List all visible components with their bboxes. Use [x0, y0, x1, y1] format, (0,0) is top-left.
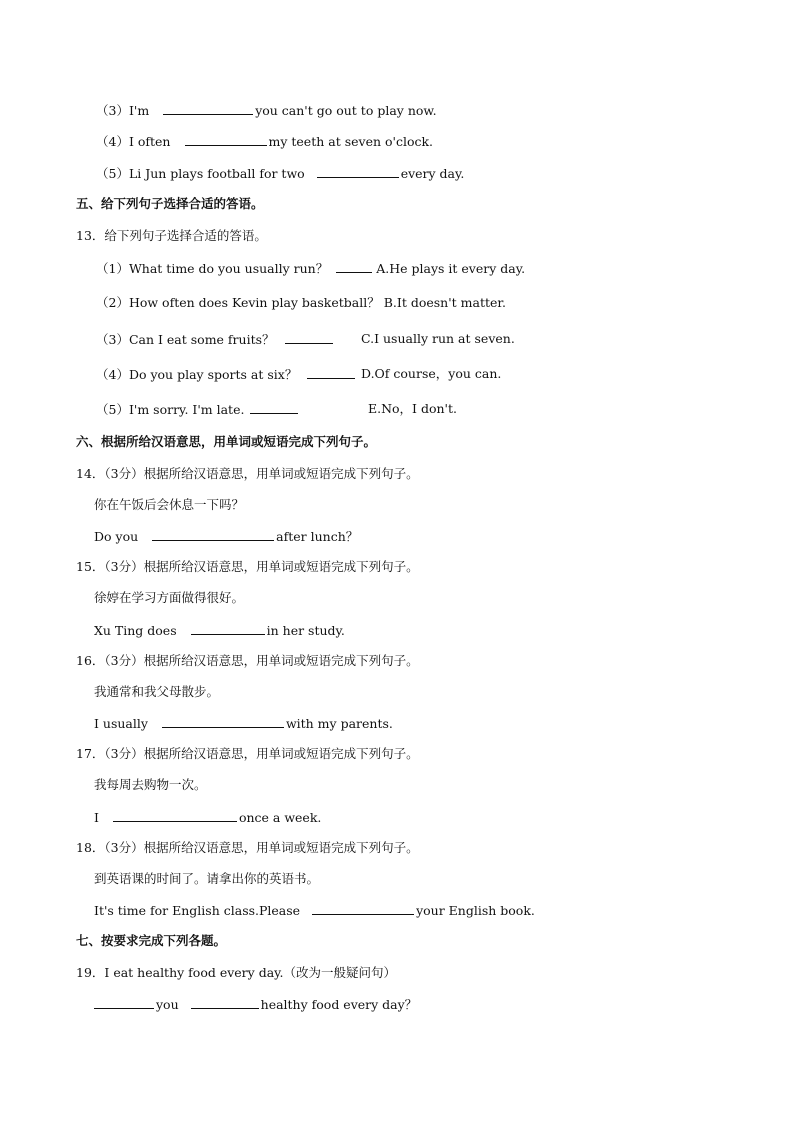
- q15-stem: 15．（3分）根据所给汉语意思，用单词或短语完成下列句子。: [76, 559, 419, 574]
- q13-item-5: [96, 401, 300, 418]
- answer-blank[interactable]: [162, 715, 284, 728]
- q12-item-5: [96, 165, 464, 182]
- item-number: （3）: [96, 332, 129, 347]
- section-6-heading: 六、根据所给汉语意思，用单词或短语完成下列句子。: [76, 434, 377, 449]
- q16-answer-line: [94, 715, 393, 732]
- item-pre-text: Li Jun plays football for two: [128, 166, 305, 181]
- q18-chinese: 到英语课的时间了。请拿出你的英语书。: [94, 871, 320, 886]
- sentence-post: your English book.: [416, 903, 535, 918]
- item-number: （3）: [96, 103, 129, 118]
- answer-blank[interactable]: [94, 996, 154, 1009]
- q14-stem: 14．（3分）根据所给汉语意思，用单词或短语完成下列句子。: [76, 466, 419, 481]
- item-number: （5）: [96, 166, 129, 181]
- item-post-text: my teeth at seven o'clock.: [268, 134, 434, 149]
- q13-item-4: [96, 366, 357, 383]
- q15-answer-line: [94, 622, 345, 639]
- answer-blank[interactable]: [317, 165, 399, 178]
- q13-option-d: D.Of course，you can.: [361, 366, 502, 381]
- answer-option: A.He plays it every day.: [376, 261, 526, 276]
- item-number: （5）: [96, 402, 129, 417]
- section-5-heading: 五、给下列句子选择合适的答语。: [76, 196, 264, 211]
- sentence-mid: you: [156, 997, 179, 1012]
- sentence-pre: I: [94, 810, 99, 825]
- sentence-post: in her study.: [266, 623, 345, 638]
- sentence-pre: It's time for English class.Please: [94, 903, 301, 918]
- answer-blank[interactable]: [152, 528, 274, 541]
- sentence-post: after lunch？: [276, 529, 359, 544]
- q19-answer-line: [94, 996, 417, 1013]
- q17-chinese: 我每周去购物一次。: [94, 777, 207, 792]
- q13-item-1: [96, 260, 525, 277]
- item-pre-text: I'm: [128, 103, 150, 118]
- answer-blank[interactable]: [185, 133, 267, 146]
- q14-chinese: 你在午饭后会休息一下吗？: [94, 497, 245, 512]
- sentence-post: once a week.: [238, 810, 322, 825]
- answer-blank[interactable]: [250, 401, 298, 414]
- q19-stem: 19．I eat healthy food every day.（改为一般疑问句）: [76, 965, 397, 980]
- q13-item-2: [96, 295, 506, 311]
- answer-blank[interactable]: [191, 996, 259, 1009]
- q13-item-3: [96, 331, 335, 348]
- answer-blank[interactable]: [163, 102, 253, 115]
- q13-option-e: E.No，I don't.: [368, 401, 457, 416]
- sentence-pre: Do you: [94, 529, 139, 544]
- item-number: （4）: [96, 134, 129, 149]
- item-number: （2）: [96, 295, 129, 310]
- q12-item-4: [96, 133, 433, 150]
- answer-blank[interactable]: [191, 622, 265, 635]
- item-question: I'm sorry. I'm late.: [128, 402, 245, 417]
- q16-chinese: 我通常和我父母散步。: [94, 684, 220, 699]
- q17-answer-line: [94, 809, 321, 826]
- sentence-pre: Xu Ting does: [94, 623, 177, 638]
- q13-stem: 13．给下列句子选择合适的答语。: [76, 228, 267, 243]
- item-question: How often does Kevin play basketball？: [128, 295, 380, 310]
- item-post-text: every day.: [400, 166, 465, 181]
- q18-answer-line: [94, 902, 535, 919]
- answer-blank[interactable]: [113, 809, 237, 822]
- sentence-post: healthy food every day？: [260, 997, 418, 1012]
- q17-stem: 17．（3分）根据所给汉语意思，用单词或短语完成下列句子。: [76, 746, 419, 761]
- q12-item-3: [96, 102, 437, 119]
- answer-blank[interactable]: [336, 260, 372, 273]
- answer-blank[interactable]: [312, 902, 414, 915]
- q16-stem: 16．（3分）根据所给汉语意思，用单词或短语完成下列句子。: [76, 653, 419, 668]
- item-number: （1）: [96, 261, 129, 276]
- section-7-heading: 七、按要求完成下列各题。: [76, 933, 227, 948]
- q18-stem: 18．（3分）根据所给汉语意思，用单词或短语完成下列句子。: [76, 840, 419, 855]
- q13-option-c: C.I usually run at seven.: [361, 331, 515, 346]
- sentence-post: with my parents.: [285, 716, 393, 731]
- item-number: （4）: [96, 367, 129, 382]
- item-pre-text: I often: [128, 134, 171, 149]
- q14-answer-line: [94, 528, 358, 545]
- item-question: Can I eat some fruits？: [128, 332, 275, 347]
- answer-option: B.It doesn't matter.: [383, 295, 506, 310]
- item-question: Do you play sports at six？: [128, 367, 298, 382]
- sentence-pre: I usually: [94, 716, 148, 731]
- item-question: What time do you usually run？: [128, 261, 329, 276]
- answer-blank[interactable]: [285, 331, 333, 344]
- answer-blank[interactable]: [307, 366, 355, 379]
- item-post-text: you can't go out to play now.: [255, 103, 437, 118]
- q15-chinese: 徐婷在学习方面做得很好。: [94, 590, 245, 605]
